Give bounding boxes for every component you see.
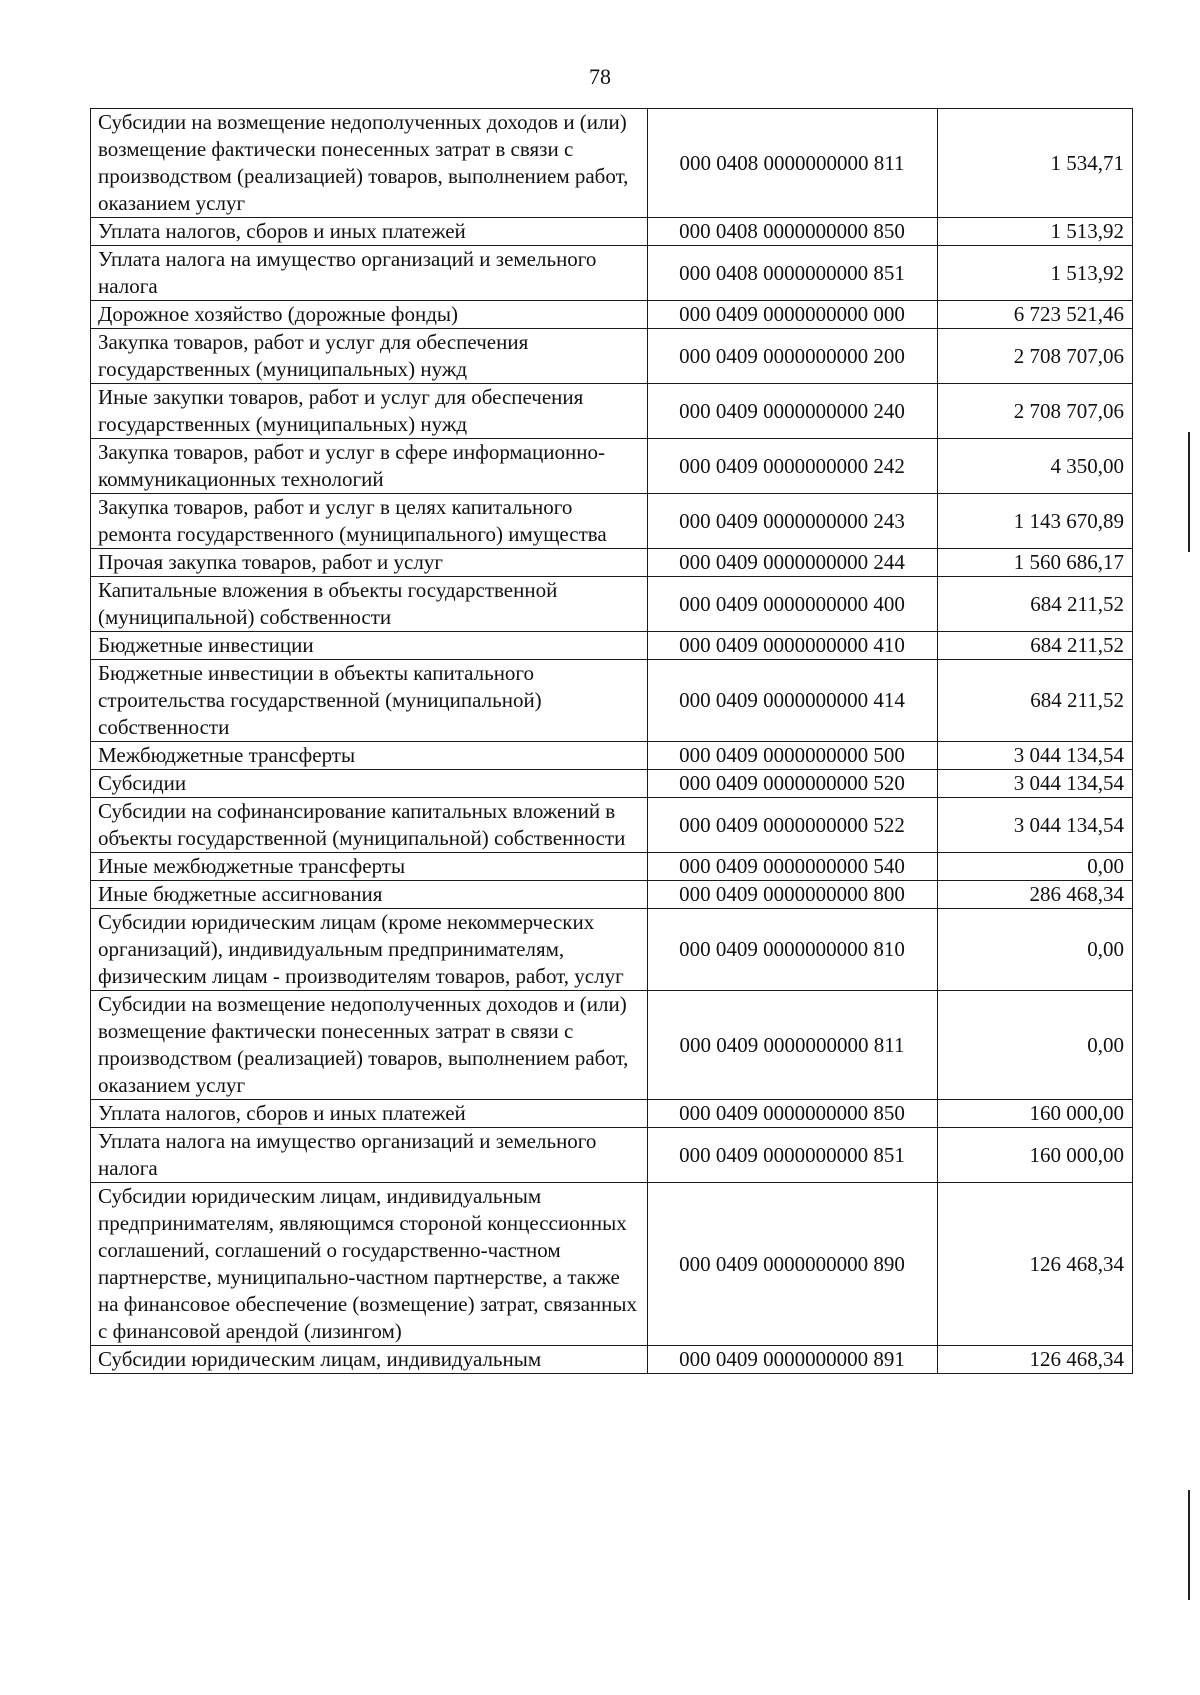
row-code: 000 0409 0000000000 800 <box>648 881 938 909</box>
row-description: Уплата налогов, сборов и иных платежей <box>91 218 648 246</box>
row-code: 000 0409 0000000000 891 <box>648 1346 938 1374</box>
row-description: Прочая закупка товаров, работ и услуг <box>91 549 648 577</box>
row-amount: 160 000,00 <box>938 1100 1133 1128</box>
row-amount: 160 000,00 <box>938 1128 1133 1183</box>
row-amount: 2 708 707,06 <box>938 329 1133 384</box>
row-code: 000 0409 0000000000 890 <box>648 1183 938 1346</box>
row-code: 000 0409 0000000000 242 <box>648 439 938 494</box>
row-code: 000 0409 0000000000 540 <box>648 853 938 881</box>
row-description: Иные бюджетные ассигнования <box>91 881 648 909</box>
row-amount: 1 560 686,17 <box>938 549 1133 577</box>
row-code: 000 0409 0000000000 520 <box>648 770 938 798</box>
table-row <box>91 549 1133 577</box>
table-row <box>91 742 1133 770</box>
table-row <box>91 218 1133 246</box>
row-description: Субсидии <box>91 770 648 798</box>
row-code: 000 0409 0000000000 414 <box>648 660 938 742</box>
row-description: Межбюджетные трансферты <box>91 742 648 770</box>
row-description: Иные закупки товаров, работ и услуг для обеспечения государственных (муниципальных) нужд <box>91 384 648 439</box>
table-row <box>91 301 1133 329</box>
table-row <box>91 798 1133 853</box>
row-description: Закупка товаров, работ и услуг в сфере информационно-коммуникационных технологий <box>91 439 648 494</box>
row-description: Субсидии юридическим лицам, индивидуальным предпринимателям, являющимся стороной концессионных соглашений, соглашений о государственно-частном партнерстве, муниципально-частном партнерстве, а также на финансовое обеспечение (возмещение) затрат, связанных с финансовой арендой (лизингом) <box>91 1183 648 1346</box>
table-row <box>91 494 1133 549</box>
table-row <box>91 853 1133 881</box>
row-description: Капитальные вложения в объекты государственной (муниципальной) собственности <box>91 577 648 632</box>
table-row <box>91 439 1133 494</box>
row-code: 000 0408 0000000000 811 <box>648 109 938 218</box>
row-amount: 1 143 670,89 <box>938 494 1133 549</box>
row-description: Субсидии юридическим лицам (кроме некоммерческих организаций), индивидуальным предпринимателям, физическим лицам - производителям товаров, работ, услуг <box>91 909 648 991</box>
row-description: Закупка товаров, работ и услуг в целях капитального ремонта государственного (муниципального) имущества <box>91 494 648 549</box>
row-code: 000 0409 0000000000 243 <box>648 494 938 549</box>
row-description: Субсидии на софинансирование капитальных вложений в объекты государственной (муниципальной) собственности <box>91 798 648 853</box>
row-code: 000 0409 0000000000 400 <box>648 577 938 632</box>
row-amount: 0,00 <box>938 909 1133 991</box>
table-row <box>91 660 1133 742</box>
row-code: 000 0409 0000000000 811 <box>648 991 938 1100</box>
row-description: Закупка товаров, работ и услуг для обеспечения государственных (муниципальных) нужд <box>91 329 648 384</box>
row-amount: 684 211,52 <box>938 632 1133 660</box>
row-amount: 286 468,34 <box>938 881 1133 909</box>
table-row <box>91 991 1133 1100</box>
row-description: Бюджетные инвестиции <box>91 632 648 660</box>
row-amount: 3 044 134,54 <box>938 798 1133 853</box>
table-row <box>91 1100 1133 1128</box>
table-row <box>91 384 1133 439</box>
page-number: 78 <box>589 64 611 89</box>
budget-table-body <box>91 109 1133 1374</box>
row-code: 000 0409 0000000000 244 <box>648 549 938 577</box>
row-description: Уплата налога на имущество организаций и земельного налога <box>91 1128 648 1183</box>
table-row <box>91 632 1133 660</box>
table-row <box>91 246 1133 301</box>
scan-edge-mark <box>1188 432 1190 552</box>
row-amount: 1 513,92 <box>938 218 1133 246</box>
row-description: Иные межбюджетные трансферты <box>91 853 648 881</box>
row-description: Бюджетные инвестиции в объекты капитального строительства государственной (муниципальной) собственности <box>91 660 648 742</box>
row-amount: 684 211,52 <box>938 577 1133 632</box>
table-row <box>91 770 1133 798</box>
table-row <box>91 109 1133 218</box>
row-code: 000 0409 0000000000 500 <box>648 742 938 770</box>
row-amount: 2 708 707,06 <box>938 384 1133 439</box>
row-amount: 3 044 134,54 <box>938 742 1133 770</box>
table-row <box>91 577 1133 632</box>
table-row <box>91 1183 1133 1346</box>
row-description: Субсидии на возмещение недополученных доходов и (или) возмещение фактически понесенных затрат в связи с производством (реализацией) товаров, выполнением работ, оказанием услуг <box>91 991 648 1100</box>
row-code: 000 0409 0000000000 522 <box>648 798 938 853</box>
row-amount: 6 723 521,46 <box>938 301 1133 329</box>
table-row <box>91 329 1133 384</box>
scan-edge-mark <box>1188 1490 1190 1600</box>
row-code: 000 0409 0000000000 810 <box>648 909 938 991</box>
row-amount: 3 044 134,54 <box>938 770 1133 798</box>
row-code: 000 0409 0000000000 000 <box>648 301 938 329</box>
row-code: 000 0409 0000000000 200 <box>648 329 938 384</box>
row-code: 000 0409 0000000000 851 <box>648 1128 938 1183</box>
row-code: 000 0409 0000000000 240 <box>648 384 938 439</box>
table-row <box>91 909 1133 991</box>
row-code: 000 0409 0000000000 410 <box>648 632 938 660</box>
table-row <box>91 1128 1133 1183</box>
row-amount: 4 350,00 <box>938 439 1133 494</box>
row-code: 000 0409 0000000000 850 <box>648 1100 938 1128</box>
table-row <box>91 881 1133 909</box>
row-description: Уплата налога на имущество организаций и земельного налога <box>91 246 648 301</box>
row-amount: 126 468,34 <box>938 1183 1133 1346</box>
row-description: Дорожное хозяйство (дорожные фонды) <box>91 301 648 329</box>
row-amount: 126 468,34 <box>938 1346 1133 1374</box>
row-amount: 684 211,52 <box>938 660 1133 742</box>
row-code: 000 0408 0000000000 850 <box>648 218 938 246</box>
row-description: Уплата налогов, сборов и иных платежей <box>91 1100 648 1128</box>
row-description: Субсидии на возмещение недополученных доходов и (или) возмещение фактически понесенных затрат в связи с производством (реализацией) товаров, выполнением работ, оказанием услуг <box>91 109 648 218</box>
budget-table <box>90 108 1133 1374</box>
table-row <box>91 1346 1133 1374</box>
row-amount: 0,00 <box>938 853 1133 881</box>
row-amount: 1 513,92 <box>938 246 1133 301</box>
row-code: 000 0408 0000000000 851 <box>648 246 938 301</box>
row-amount: 1 534,71 <box>938 109 1133 218</box>
row-amount: 0,00 <box>938 991 1133 1100</box>
row-description: Субсидии юридическим лицам, индивидуальным <box>91 1346 648 1374</box>
